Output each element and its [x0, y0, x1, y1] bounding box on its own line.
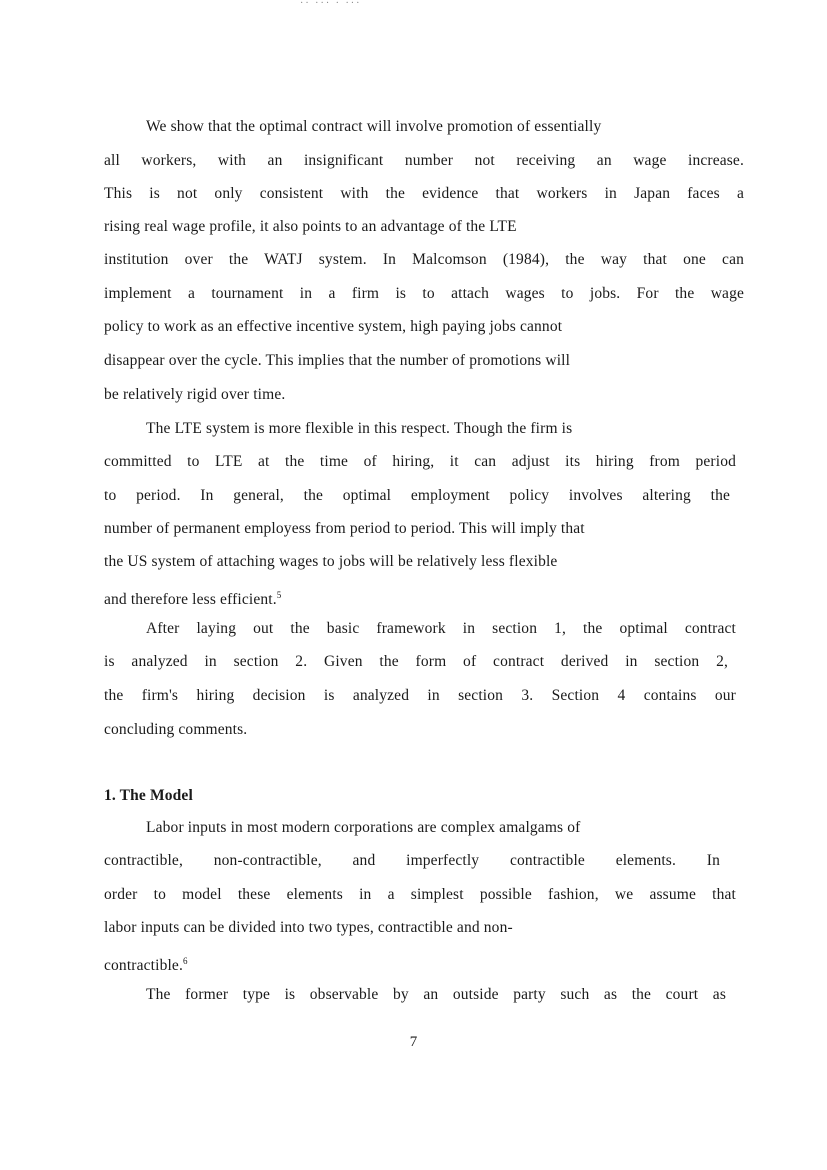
section-heading: 1. The Model — [104, 787, 193, 804]
text-line: This is not only consistent with the evidence that workers in Japan faces a — [104, 185, 744, 202]
text-line: rising real wage profile, it also points to an advantage of the LTE — [104, 218, 517, 235]
text-line — [104, 951, 744, 976]
text-line: labor inputs can be divided into two types, contractible and non- — [104, 919, 513, 936]
text-line: concluding comments. — [104, 721, 248, 738]
scan-marks: ·· ··· · ··· — [300, 0, 362, 9]
text-line: disappear over the cycle. This implies that the number of promotions will — [104, 352, 571, 369]
text-line: Labor inputs in most modern corporations are complex amalgams of — [146, 819, 581, 836]
text-line: be relatively rigid over time. — [104, 386, 286, 403]
text-line-content: and therefore less efficient. — [104, 591, 277, 609]
text-line: order to model these elements in a simplest possible fashion, we assume that — [104, 886, 736, 903]
text-line: contractible, non-contractible, and imperfectly contractible elements. In — [104, 852, 720, 869]
text-line: We show that the optimal contract will involve promotion of essentially — [146, 118, 602, 135]
text-line: to period. In general, the optimal employment policy involves altering the — [104, 487, 730, 504]
text-line: number of permanent employess from period to period. This will imply that — [104, 520, 585, 537]
text-line: implement a tournament in a firm is to attach wages to jobs. For the wage — [104, 285, 744, 302]
text-line: The former type is observable by an outside party such as the court as — [146, 986, 726, 1003]
text-line: The LTE system is more flexible in this respect. Though the firm is — [146, 420, 573, 437]
text-line-content: contractible. — [104, 957, 183, 975]
text-line: is analyzed in section 2. Given the form of contract derived in section 2, — [104, 653, 728, 670]
text-line: the US system of attaching wages to jobs will be relatively less flexible — [104, 553, 558, 570]
text-line — [104, 585, 744, 610]
text-line: institution over the WATJ system. In Malcomson (1984), the way that one can — [104, 251, 744, 268]
text-line: policy to work as an effective incentive system, high paying jobs cannot — [104, 318, 563, 335]
text-line: committed to LTE at the time of hiring, it can adjust its hiring from period — [104, 453, 736, 470]
page-number: 7 — [409, 1034, 418, 1050]
footnote-ref: 5 — [276, 590, 282, 600]
footnote-ref: 6 — [182, 956, 188, 966]
text-line: all workers, with an insignificant number not receiving an wage increase. — [104, 152, 744, 169]
text-line: After laying out the basic framework in section 1, the optimal contract — [146, 620, 736, 637]
text-line: the firm's hiring decision is analyzed in section 3. Section 4 contains our — [104, 687, 736, 704]
